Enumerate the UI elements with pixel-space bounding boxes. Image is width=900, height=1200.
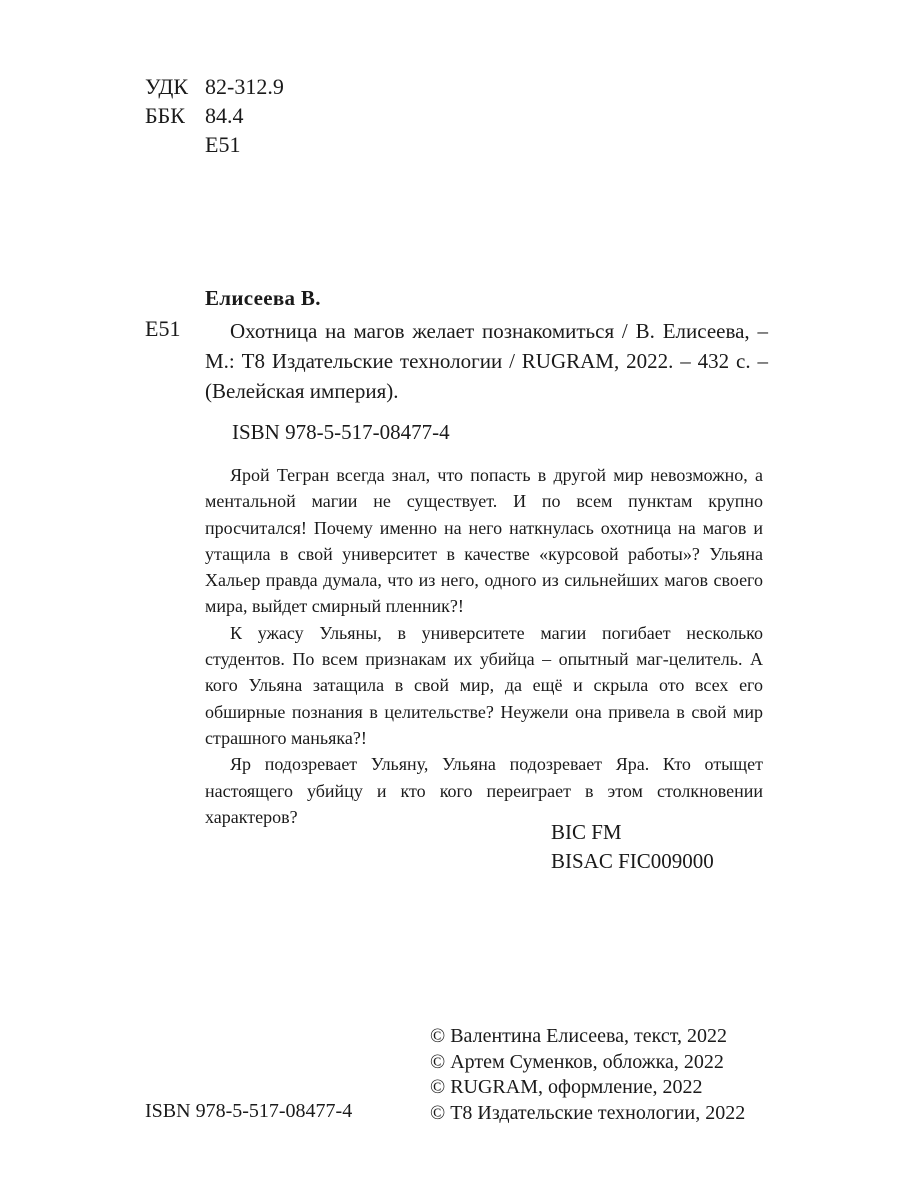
cutter-row — [145, 130, 284, 159]
copyright-line: © Валентина Елисеева, текст, 2022 — [430, 1025, 727, 1047]
record-cutter: Е51 — [145, 316, 181, 341]
udk-row — [145, 72, 284, 101]
annotation-paragraph: К ужасу Ульяны, в университете магии погибает несколько студентов. По всем признакам их убийца – опытный маг-целитель. А кого Ульяна затащила в свой мир, да ещё и скрыла ото всех его обширные познания в целительстве? Неужели она привела в свой мир страшного маньяка?! — [205, 622, 763, 748]
copyright-line: © RUGRAM, оформление, 2022 — [430, 1076, 703, 1098]
bic-code: BIC FM — [551, 820, 622, 844]
bibliographic-description — [205, 316, 768, 406]
copyright-line: © Т8 Издательские технологии, 2022 — [430, 1101, 746, 1124]
annotation — [205, 462, 763, 830]
udk-label: УДК — [145, 74, 189, 99]
cutter-code: Е51 — [205, 132, 241, 157]
bbk-row — [145, 101, 284, 130]
classification-block — [145, 72, 284, 159]
isbn-bottom: ISBN 978-5-517-08477-4 — [145, 1100, 353, 1122]
bbk-label: ББК — [145, 103, 185, 128]
record-isbn: ISBN 978-5-517-08477-4 — [232, 420, 450, 444]
title-line: Охотница на магов желает познакомиться / В. Елисеева, – М.: Т8 Издательские технологии / RUGRAM, 2022. – 432 с. – (Велейская империя). — [205, 319, 768, 403]
author-name: Елисеева В. — [205, 286, 321, 310]
bisac-code: BISAC FIC009000 — [551, 849, 714, 873]
copyright-line: © Артем Суменков, обложка, 2022 — [430, 1050, 724, 1073]
udk-value: 82-312.9 — [205, 74, 284, 99]
bbk-value: 84.4 — [205, 103, 244, 128]
copyright-block — [430, 1024, 745, 1126]
annotation-paragraph: Яр подозревает Ульяну, Ульяна подозревает Яра. Кто отыщет настоящего убийцу и кто кого переиграет в этом столкновении характеров? — [205, 754, 763, 827]
subject-codes — [551, 818, 714, 876]
annotation-paragraph: Ярой Тегран всегда знал, что попасть в другой мир невозможно, а ментальной магии не существует. И по всем пунктам крупно просчитался! Почему именно на него наткнулась охотница на магов и утащила в свой университет в качестве «курсовой работы»? Ульяна Хальер правда думала, что из него, одного из сильнейших магов своего мира, выйдет смирный пленник?! — [205, 465, 763, 617]
